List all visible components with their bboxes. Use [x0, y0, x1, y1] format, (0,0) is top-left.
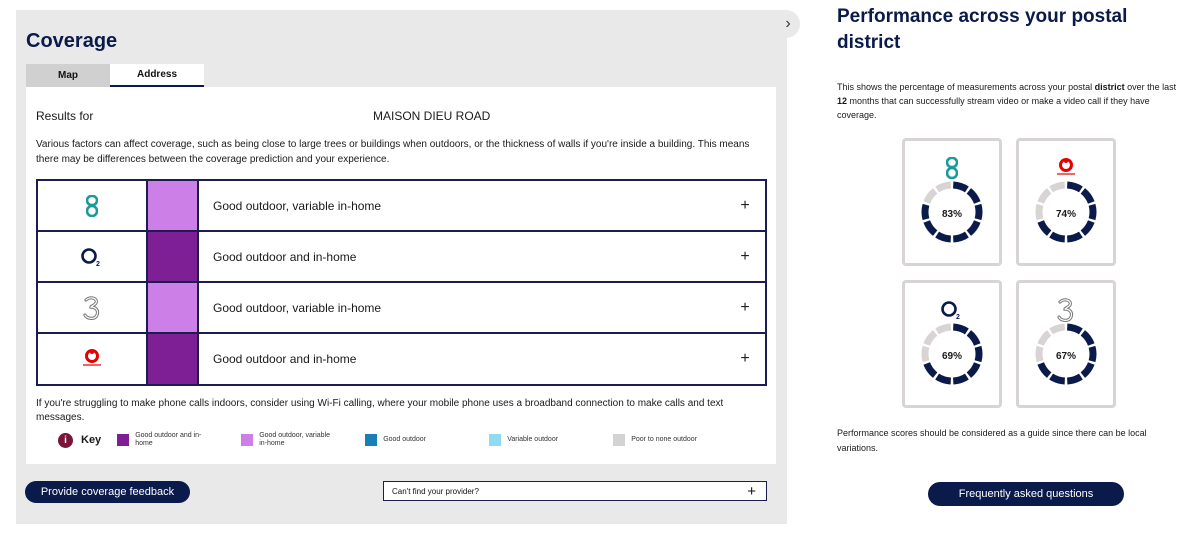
- expand-plus-icon[interactable]: +: [740, 350, 750, 367]
- desc-text: over the last: [1124, 82, 1177, 92]
- performance-card-vodafone: [1016, 138, 1116, 266]
- legend-swatch: [489, 434, 501, 446]
- legend-swatch: [117, 434, 129, 446]
- results-address: MAISON DIEU ROAD: [373, 109, 491, 123]
- ring-segment: [953, 327, 967, 331]
- ring-segment: [969, 333, 977, 345]
- svg-text:2: 2: [956, 314, 960, 321]
- ee-logo-icon: [38, 181, 148, 230]
- legend-label: Good outdoor, variable in-home: [259, 432, 331, 447]
- coverage-swatch: [148, 283, 199, 332]
- ring-segment: [969, 221, 977, 233]
- desc-bold-months: 12: [837, 96, 848, 106]
- ring-segment: [953, 235, 967, 239]
- ring-segment: [937, 235, 951, 239]
- info-icon[interactable]: i: [58, 433, 73, 448]
- expand-plus-icon[interactable]: +: [740, 298, 750, 316]
- coverage-results-card: [26, 87, 776, 464]
- legend-item: [365, 434, 489, 446]
- results-label: Results for: [36, 109, 94, 123]
- cant-find-provider-toggle[interactable]: [383, 481, 767, 501]
- tab-address[interactable]: Address: [110, 64, 204, 87]
- coverage-description: Good outdoor, variable in-home: [213, 300, 382, 315]
- legend-swatch: [241, 434, 253, 446]
- faq-button[interactable]: Frequently asked questions: [928, 482, 1124, 506]
- ring-segment: [1041, 333, 1049, 345]
- table-row[interactable]: [38, 232, 765, 283]
- ring-segment: [1083, 221, 1091, 233]
- vodafone-logo-icon: [38, 334, 148, 384]
- ring-segment: [1051, 235, 1065, 239]
- ring-segment: [953, 185, 967, 189]
- table-row[interactable]: [38, 283, 765, 334]
- ring-segment: [1067, 327, 1081, 331]
- coverage-description: Good outdoor and in-home: [213, 352, 357, 366]
- performance-description: [837, 80, 1182, 122]
- ring-segment: [1067, 235, 1081, 239]
- legend-label: Poor to none outdoor: [631, 436, 697, 443]
- coverage-tabs: [26, 64, 204, 87]
- ring-segment: [969, 191, 977, 203]
- ring-segment: [927, 333, 935, 345]
- coverage-feedback-button[interactable]: Provide coverage feedback: [25, 481, 190, 503]
- performance-card-three: [1016, 280, 1116, 408]
- performance-percent: 83%: [941, 209, 962, 220]
- tab-map[interactable]: Map: [26, 64, 110, 87]
- ring-segment: [927, 363, 935, 375]
- collapse-panel-button[interactable]: [776, 10, 800, 38]
- ring-segment: [953, 377, 967, 381]
- o2-logo-icon: [38, 232, 148, 281]
- coverage-description: Good outdoor, variable in-home: [213, 198, 382, 213]
- ring-segment: [1083, 191, 1091, 203]
- ring-segment: [1083, 363, 1091, 375]
- legend-swatch: [613, 434, 625, 446]
- performance-percent: 74%: [1055, 209, 1076, 220]
- ring-segment: [1041, 221, 1049, 233]
- ring-segment: [937, 327, 951, 331]
- table-row[interactable]: [38, 334, 765, 384]
- wifi-calling-note: If you're struggling to make phone calls indoors, consider using Wi-Fi calling, where your mobile phone uses a broadband connection to make calls and text messages.: [36, 398, 724, 423]
- coverage-description: Good outdoor and in-home: [213, 249, 357, 264]
- performance-percent: 67%: [1055, 351, 1076, 362]
- performance-card-ee: [902, 138, 1002, 266]
- performance-note: Performance scores should be considered as a guide since there can be local variations.: [837, 428, 1147, 453]
- coverage-panel: [16, 10, 787, 524]
- performance-title: Performance across your postal district: [837, 6, 1128, 53]
- three-logo-icon: [38, 283, 148, 332]
- ring-segment: [1051, 185, 1065, 189]
- plus-icon: +: [747, 482, 756, 500]
- ring-segment: [1041, 363, 1049, 375]
- coverage-key: [58, 431, 737, 449]
- chevron-right-icon: ›: [785, 15, 791, 32]
- svg-text:2: 2: [96, 260, 100, 268]
- key-label: Key: [81, 434, 102, 446]
- legend-swatch: [365, 434, 377, 446]
- coverage-swatch: [148, 232, 199, 281]
- ring-segment: [937, 377, 951, 381]
- desc-text: This shows the percentage of measurements across your postal: [837, 82, 1095, 92]
- coverage-table: [36, 179, 767, 386]
- legend-item: [117, 432, 241, 448]
- ring-segment: [969, 363, 977, 375]
- performance-percent: 69%: [941, 351, 962, 362]
- legend-item: [241, 432, 365, 448]
- ring-segment: [1083, 333, 1091, 345]
- ring-segment: [927, 221, 935, 233]
- ring-segment: [1051, 377, 1065, 381]
- expand-plus-icon[interactable]: +: [740, 247, 750, 265]
- legend-item: [489, 434, 613, 446]
- legend-label: Good outdoor and in-home: [135, 432, 202, 447]
- coverage-title: Coverage: [26, 30, 118, 52]
- table-row[interactable]: [38, 181, 765, 232]
- coverage-intro-text: Various factors can affect coverage, such as being close to large trees or buildings when outdoors, or the thickness of walls if you're inside a building. This means there may be differences between the coverage prediction and your experience.: [36, 139, 750, 165]
- performance-card-o2: [902, 280, 1002, 408]
- ring-segment: [927, 191, 935, 203]
- legend-label: Good outdoor: [383, 436, 426, 443]
- provider-toggle-label: Can't find your provider?: [392, 486, 479, 496]
- ring-segment: [937, 185, 951, 189]
- coverage-swatch: [148, 334, 199, 384]
- coverage-swatch: [148, 181, 199, 230]
- desc-text: months that can successfully stream video or make a video call if they have coverage.: [837, 96, 1150, 120]
- expand-plus-icon[interactable]: +: [740, 196, 750, 214]
- legend-label: Variable outdoor: [507, 436, 559, 443]
- legend-item: [613, 434, 737, 446]
- ring-segment: [1067, 377, 1081, 381]
- ring-segment: [1051, 327, 1065, 331]
- ring-segment: [1041, 191, 1049, 203]
- desc-bold-district: district: [1094, 82, 1125, 92]
- ring-segment: [1067, 185, 1081, 189]
